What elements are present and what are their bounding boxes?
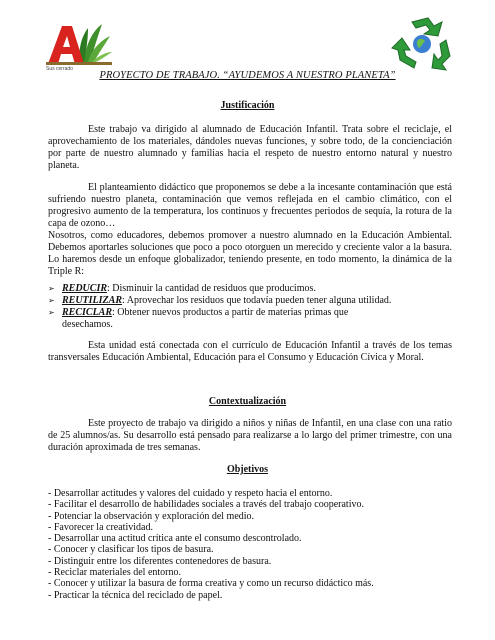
recycling-icon — [390, 14, 454, 76]
arrow-bullet-icon: ➢ — [48, 284, 55, 293]
bullet-continuation: desechamos. — [62, 319, 113, 330]
paragraph: Este trabajo va dirigido al alumnado de Educación Infantil. Trata sobre el reciclaje, el aprovechamiento de los materiales, dándoles nuevas funciones, y sobre todo, de la concienciación por parte de nuestro alumnado y familias hacia el respeto de nuestro entorno natural y nuestro planeta. — [48, 124, 452, 171]
bullet-term: REUTILIZAR — [62, 295, 123, 306]
section-heading-objetivos: Objetivos — [226, 464, 269, 475]
paragraph: Este proyecto de trabajo va dirigido a niños y niñas de Infantil, en una clase con una ratio de 25 alumnos/as. Su desarrollo está pensado para realizarse a lo largo del primer trimestre, con una duración aproximada de tres semanas. — [48, 418, 452, 453]
bullet-text: : Aprovechar los residuos que todavía pueden tener alguna utilidad. — [122, 295, 392, 306]
list-item: - Facilitar el desarrollo de habilidades sociales a través del trabajo cooperativo. — [48, 499, 364, 511]
bullet-text: : Obtener nuevos productos a partir de materias primas que — [112, 307, 349, 318]
paragraph: Esta unidad está conectada con el currículo de Educación Infantil a través de los temas transversales Educación Ambiental, Educación para el Consumo y Educación Cívica y Moral. — [48, 340, 452, 363]
list-item: - Conocer y clasificar los tipos de basura. — [48, 544, 214, 556]
list-item: - Practicar la técnica del reciclado de papel. — [48, 589, 223, 601]
arrow-bullet-icon: ➢ — [48, 296, 55, 305]
list-item: - Favorecer la creatividad. — [48, 521, 153, 533]
list-item: - Distinguir entre los diferentes contenedores de basura. — [48, 555, 272, 567]
logo-caption: Sus cerrado — [46, 66, 73, 72]
page-title: PROYECTO DE TRABAJO. “AYUDEMOS A NUESTRO PLANETA” — [99, 70, 396, 81]
arrow-bullet-icon: ➢ — [48, 308, 55, 317]
bullet-term: REDUCIR — [62, 283, 108, 294]
bullet-term: RECICLAR — [62, 307, 113, 318]
list-item: - Conocer y utilizar la basura de forma creativa y como un recurso didáctico más. — [48, 578, 374, 590]
paragraph: Nosotros, como educadores, debemos promover a nuestro alumnado en la Educación Ambiental. Debemos aportarles soluciones que poco a poco otorguen un merecido y creciente valor a la basura. Lo haremos desde un enfoque globalizador, teniendo presente, en todo momento, la dinámica de la Triple R: — [48, 230, 452, 277]
list-item: - Reciclar materiales del entorno. — [48, 567, 181, 579]
list-item: - Desarrollar actitudes y valores del cuidado y respeto hacia el entorno. — [48, 488, 333, 499]
paragraph: El planteamiento didáctico que proponemos se debe a la incesante contaminación que está sufriendo nuestro planeta, contaminación que vemos reflejada en el cambio climático, con el progresivo aumento de la temperatura, los continuos y frecuentes periodos de sequía, la rotura de la capa de ozono… — [48, 182, 452, 229]
bullet-text: : Disminuir la cantidad de residuos que producimos. — [107, 283, 316, 294]
school-logo-icon — [44, 22, 114, 68]
section-heading-contextualizacion: Contextualización — [208, 396, 287, 407]
list-item — [48, 283, 452, 295]
list-item — [48, 295, 452, 307]
list-item: - Potenciar la observación y exploración del medio. — [48, 510, 255, 522]
list-item: - Desarrollar una actitud crítica ante el consumo descontrolado. — [48, 533, 302, 545]
section-heading-justificacion: Justificación — [220, 100, 275, 111]
list-item — [48, 307, 452, 331]
objectives-list — [48, 488, 452, 601]
